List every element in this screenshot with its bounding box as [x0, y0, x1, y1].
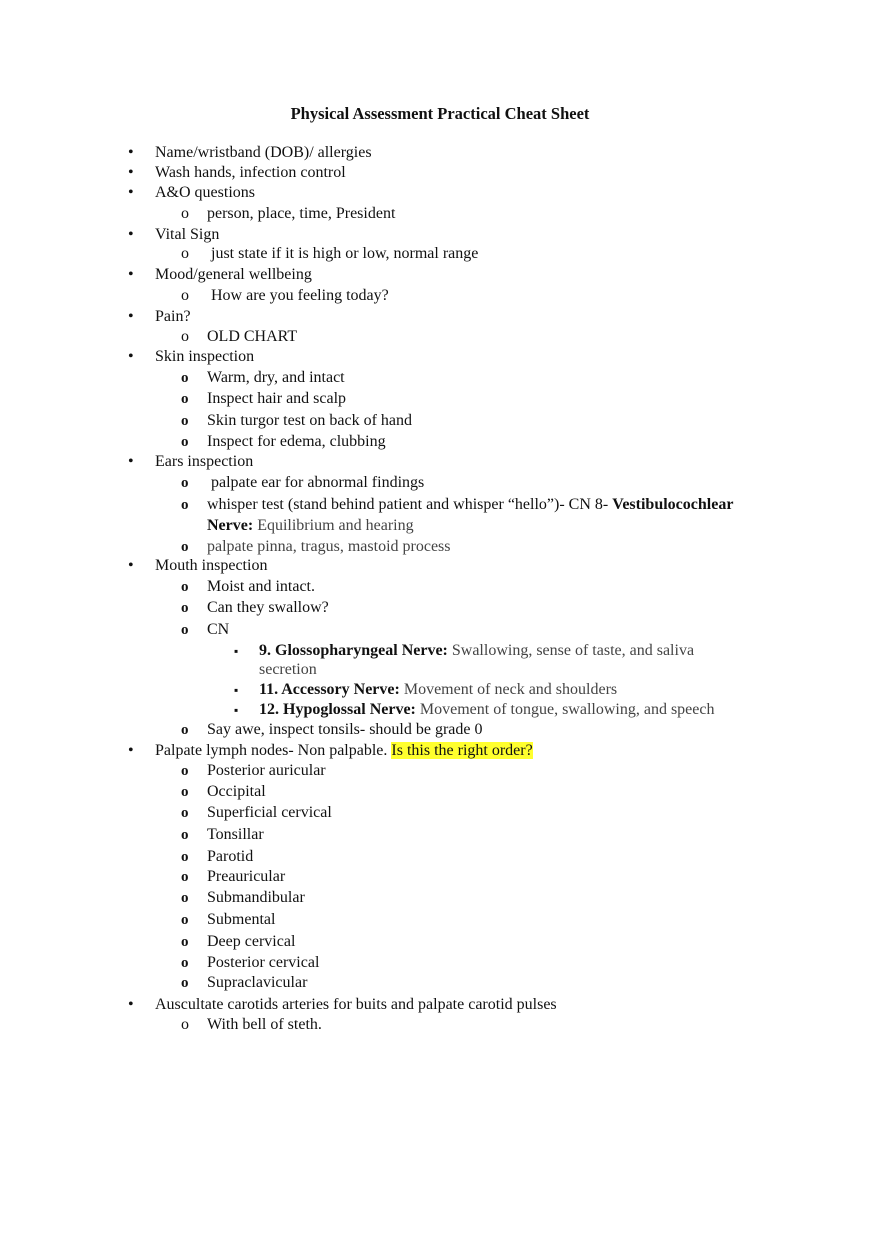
sub-bullet-glyph: o	[181, 890, 189, 906]
sub-list-item: palpate ear for abnormal findings	[211, 474, 425, 491]
cranial-nerve-item: 12. Hypoglossal Nerve: Movement of tongue, swallowing, and speech	[259, 701, 715, 718]
list-item: Name/wristband (DOB)/ allergies	[155, 144, 372, 161]
sub-list-item: With bell of steth.	[207, 1016, 322, 1033]
sub-list-item: just state if it is high or low, normal range	[211, 245, 479, 262]
bullet-glyph: •	[128, 164, 134, 181]
list-item: Palpate lymph nodes- Non palpable. Is this the right order?	[155, 742, 533, 759]
cranial-nerve-item: 9. Glossopharyngeal Nerve: Swallowing, sense of taste, and saliva	[259, 642, 695, 659]
sub-bullet-glyph: o	[181, 205, 189, 222]
list-item: Vital Sign	[155, 226, 220, 243]
sub-bullet-glyph: o	[181, 622, 189, 638]
sub-list-item: Moist and intact.	[207, 578, 315, 595]
list-item: Wash hands, infection control	[155, 164, 346, 181]
lymph-node-item: Superficial cervical	[207, 804, 332, 821]
sub-list-item-continuation: Nerve: Equilibrium and hearing	[207, 517, 414, 534]
lymph-node-item: Supraclavicular	[207, 974, 308, 991]
sub-bullet-glyph: o	[181, 539, 189, 555]
sub-bullet-glyph: o	[181, 975, 189, 991]
sub-bullet-glyph: o	[181, 934, 189, 950]
bullet-glyph: •	[128, 557, 134, 574]
sub-list-item: Skin turgor test on back of hand	[207, 412, 413, 429]
sub-bullet-glyph: o	[181, 784, 189, 800]
sub-bullet-glyph: o	[181, 763, 189, 779]
sub-bullet-glyph: o	[181, 497, 189, 513]
sub-list-item: OLD CHART	[207, 328, 298, 345]
sub-list-item: CN	[207, 621, 230, 638]
lymph-node-item: Submental	[207, 911, 276, 928]
list-item: Auscultate carotids arteries for buits and palpate carotid pulses	[155, 996, 557, 1013]
list-item: Ears inspection	[155, 453, 254, 470]
nerve-name: Vestibulocochlear	[612, 496, 734, 513]
sub-bullet-glyph: o	[181, 245, 189, 262]
lymph-node-item: Tonsillar	[207, 826, 264, 843]
lymph-node-item: Preauricular	[207, 868, 286, 885]
sub-bullet-glyph: o	[181, 849, 189, 865]
square-bullet-glyph: ▪	[234, 703, 239, 717]
sub-list-item: Inspect for edema, clubbing	[207, 433, 386, 450]
sub-bullet-glyph: o	[181, 413, 189, 429]
sub-bullet-glyph: o	[181, 955, 189, 971]
lymph-node-item: Parotid	[207, 848, 254, 865]
list-item: A&O questions	[155, 184, 255, 201]
list-item: Mouth inspection	[155, 557, 268, 574]
bullet-glyph: •	[128, 742, 134, 759]
lymph-node-item: Posterior cervical	[207, 954, 320, 971]
sub-bullet-glyph: o	[181, 722, 189, 738]
highlighted-comment: Is this the right order?	[391, 742, 533, 759]
sub-bullet-glyph: o	[181, 912, 189, 928]
cranial-nerve-item: 11. Accessory Nerve: Movement of neck and shoulders	[259, 681, 618, 698]
bullet-glyph: •	[128, 348, 134, 365]
bullet-glyph: •	[128, 226, 134, 243]
sub-bullet-glyph: o	[181, 434, 189, 450]
lymph-node-item: Deep cervical	[207, 933, 296, 950]
bullet-glyph: •	[128, 996, 134, 1013]
sub-bullet-glyph: o	[181, 1016, 189, 1033]
sub-bullet-glyph: o	[181, 827, 189, 843]
nerve-label: Nerve:	[207, 517, 254, 534]
cranial-nerve-item-continuation: secretion	[259, 661, 317, 678]
sub-list-item: Say awe, inspect tonsils- should be grade 0	[207, 721, 483, 738]
sub-bullet-glyph: o	[181, 328, 189, 345]
list-item: Pain?	[155, 308, 191, 325]
sub-bullet-glyph: o	[181, 391, 189, 407]
bullet-glyph: •	[128, 144, 134, 161]
page-title: Physical Assessment Practical Cheat Sheet	[290, 104, 590, 123]
sub-list-item: Can they swallow?	[207, 599, 329, 616]
sub-bullet-glyph: o	[181, 600, 189, 616]
lymph-node-item: Submandibular	[207, 889, 305, 906]
sub-list-item: Warm, dry, and intact	[207, 369, 345, 386]
sub-bullet-glyph: o	[181, 869, 189, 885]
list-item: Skin inspection	[155, 348, 255, 365]
sub-list-item: whisper test (stand behind patient and whisper “hello”)- CN 8- Vestibulocochlear	[207, 496, 734, 513]
sub-list-item: How are you feeling today?	[211, 287, 389, 304]
square-bullet-glyph: ▪	[234, 683, 239, 697]
bullet-glyph: •	[128, 453, 134, 470]
sub-bullet-glyph: o	[181, 579, 189, 595]
sub-bullet-glyph: o	[181, 475, 189, 491]
sub-list-item: palpate pinna, tragus, mastoid process	[207, 538, 451, 555]
sub-bullet-glyph: o	[181, 287, 189, 304]
bullet-glyph: •	[128, 308, 134, 325]
square-bullet-glyph: ▪	[234, 644, 239, 658]
sub-bullet-glyph: o	[181, 805, 189, 821]
sub-bullet-glyph: o	[181, 370, 189, 386]
lymph-node-item: Occipital	[207, 783, 266, 800]
lymph-node-item: Posterior auricular	[207, 762, 326, 779]
bullet-glyph: •	[128, 184, 134, 201]
list-item: Mood/general wellbeing	[155, 266, 312, 283]
sub-list-item: Inspect hair and scalp	[207, 390, 347, 407]
bullet-glyph: •	[128, 266, 134, 283]
sub-list-item: person, place, time, President	[207, 205, 396, 222]
